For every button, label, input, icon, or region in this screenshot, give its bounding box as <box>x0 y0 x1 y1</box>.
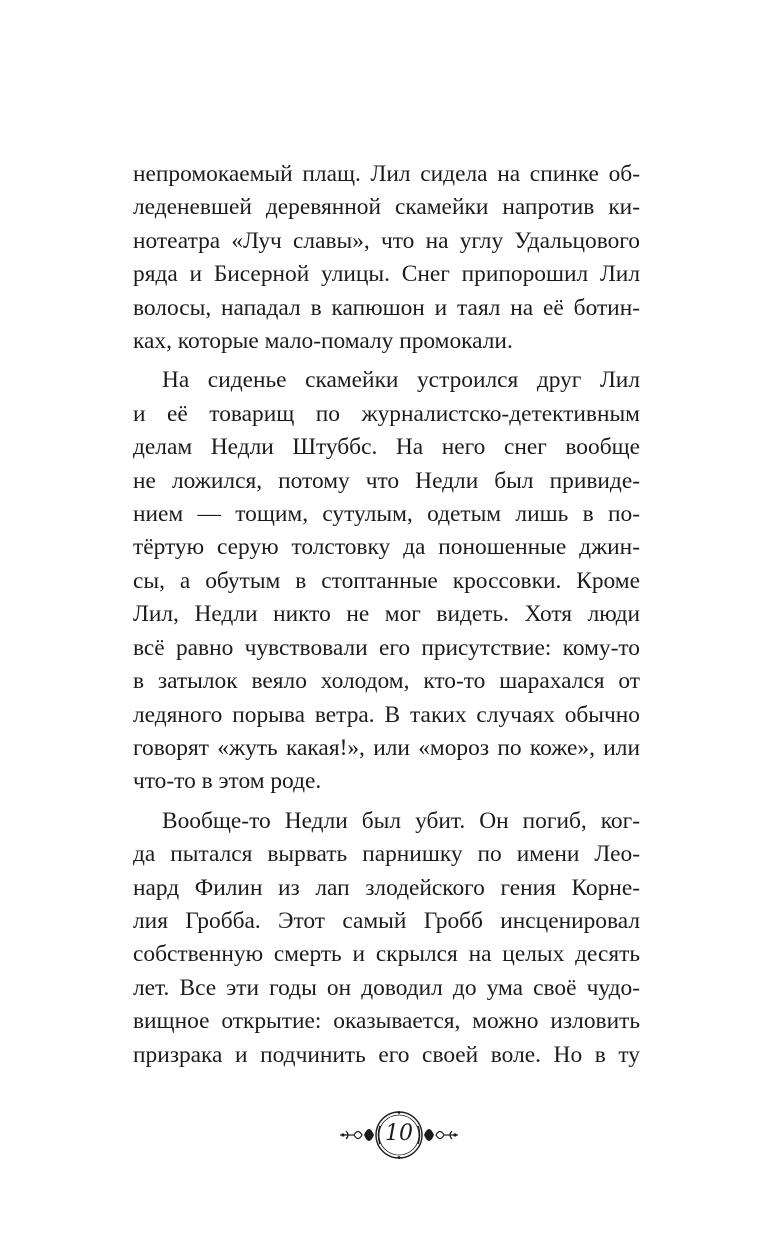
text-line: Вообще-то Недли был убит. Он погиб, ког- <box>162 807 640 834</box>
text-line: да пытался вырвать парнишку по имени Лео- <box>133 841 640 868</box>
text-line: сы, а обутым в стоптанные кроссовки. Кроме <box>133 567 640 594</box>
text-line: нард Филин из лап злодейского гения Корне- <box>133 874 640 901</box>
text-line: и её товарищ по журналистско-детективным <box>133 400 640 427</box>
text-line: призрака и подчинить его своей воле. Но в ту <box>133 1041 640 1068</box>
text-line: лет. Все эти годы он доводил до ума своё чудо- <box>133 974 640 1001</box>
text-line: вищное открытие: оказывается, можно изловить <box>133 1008 640 1035</box>
text-line: На сиденье скамейки устроился друг Лил <box>162 367 640 394</box>
paragraph-3 <box>133 805 640 1072</box>
text-line: тёртую серую толстовку да поношенные джин- <box>133 534 640 561</box>
page-number: 10 <box>385 1121 413 1146</box>
text-line: ледяного порыва ветра. В таких случаях обычно <box>133 701 640 728</box>
text-line: нотеатра «Луч славы», что на углу Удальцового <box>133 227 640 254</box>
paragraph-2 <box>133 364 640 798</box>
text-line: Лил, Недли никто не мог видеть. Хотя люди <box>133 601 640 628</box>
text-line: волосы, нападал в капюшон и таял на её ботин- <box>133 294 640 321</box>
text-line: нием — тощим, сутулым, одетым лишь в по- <box>133 501 640 528</box>
text-line: лия Гробба. Этот самый Гробб инсценировал <box>133 907 640 934</box>
text-line: говорят «жуть какая!», или «мороз по коже», или <box>133 734 640 761</box>
text-line: леденевшей деревянной скамейки напротив ки- <box>133 194 640 221</box>
text-line: ках, которые мало-помалу промокали. <box>133 328 513 355</box>
text-line: в затылок веяло холодом, кто-то шарахался от <box>133 668 640 695</box>
text-line: что-то в этом роде. <box>133 768 322 795</box>
text-line: делам Недли Штуббс. На него снег вообще <box>133 434 640 461</box>
text-line: всё равно чувствовали его присутствие: кому-то <box>133 634 640 661</box>
text-line: непромокаемый плащ. Лил сидела на спинке об- <box>133 161 640 187</box>
text-line: ряда и Бисерной улицы. Снег припорошил Лил <box>133 261 640 288</box>
text-line: не ложился, потому что Недли был привиде- <box>133 467 640 494</box>
body-text <box>133 158 640 1072</box>
page-number-ornament <box>338 1110 460 1160</box>
text-line: собственную смерть и скрылся на целых десять <box>133 941 640 968</box>
paragraph-1 <box>133 158 640 358</box>
